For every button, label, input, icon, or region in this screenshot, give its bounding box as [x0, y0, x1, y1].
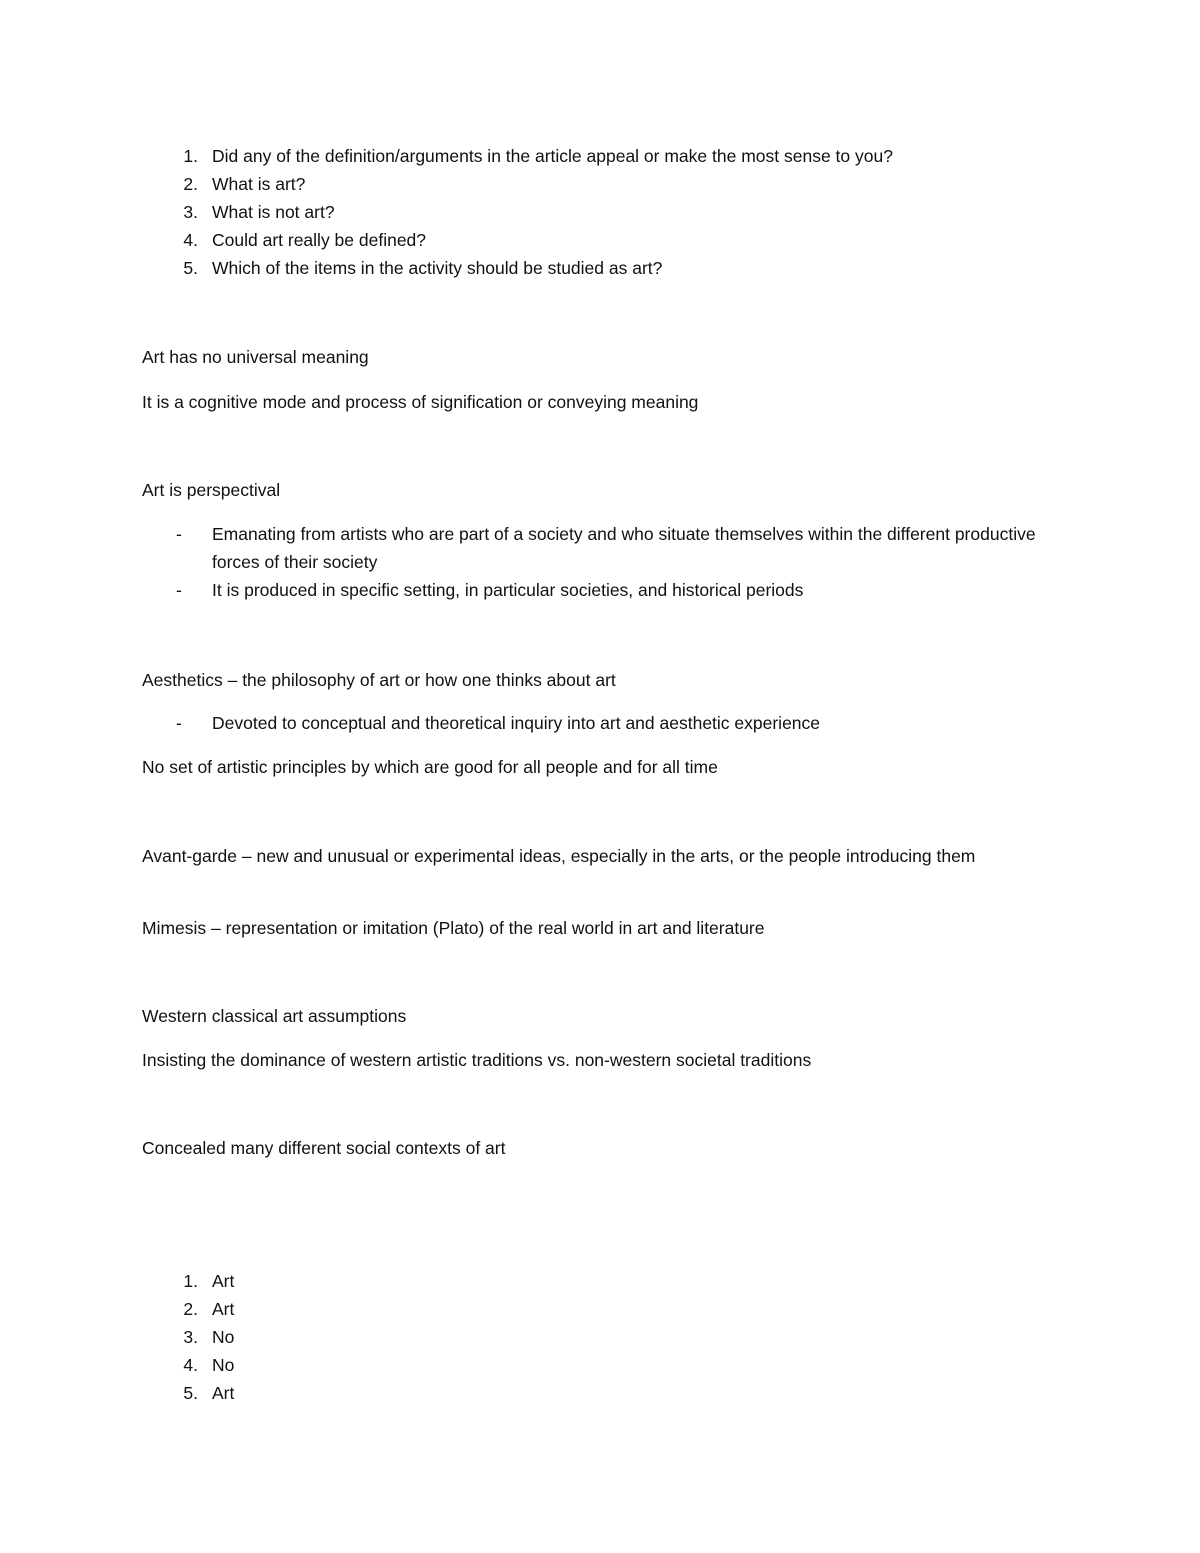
list-number: 2.: [183, 1299, 198, 1319]
paragraph-principles: No set of artistic principles by which are good for all people and for all time: [142, 757, 718, 777]
list-item: [142, 1351, 1062, 1379]
list-item: [142, 142, 1062, 170]
bullet-text: Emanating from artists who are part of a society and who situate themselves within the different productive forces of their society: [212, 524, 1036, 572]
list-text: What is not art?: [212, 202, 335, 222]
list-text: Art: [212, 1383, 235, 1403]
questions-list: [142, 142, 1062, 282]
bullet-dash: -: [176, 524, 182, 544]
list-item: [142, 1323, 1062, 1351]
list-number: 5.: [183, 258, 198, 278]
list-number: 1.: [183, 1271, 198, 1291]
aesthetics-bullets: [142, 709, 1062, 737]
bullet-text: Devoted to conceptual and theoretical inquiry into art and aesthetic experience: [212, 713, 821, 733]
paragraph-mimesis: Mimesis – representation or imitation (Plato) of the real world in art and literature: [142, 918, 765, 938]
list-text: Art: [212, 1299, 235, 1319]
list-number: 4.: [183, 1355, 198, 1375]
list-item: [142, 1267, 1062, 1295]
list-item: [142, 1295, 1062, 1323]
list-item: [142, 170, 1062, 198]
bullet-dash: -: [176, 713, 182, 733]
list-text: No: [212, 1355, 235, 1375]
bullet-item: [142, 520, 1062, 576]
list-number: 3.: [183, 202, 198, 222]
list-number: 3.: [183, 1327, 198, 1347]
list-text: What is art?: [212, 174, 306, 194]
bullet-item: [142, 576, 1062, 604]
paragraph-concealed: Concealed many different social contexts of art: [142, 1138, 506, 1158]
paragraph-western: Western classical art assumptions: [142, 1006, 407, 1026]
paragraph-insisting: Insisting the dominance of western artistic traditions vs. non-western societal traditions: [142, 1050, 812, 1070]
answers-list: [142, 1267, 1062, 1407]
list-text: No: [212, 1327, 235, 1347]
list-text: Could art really be defined?: [212, 230, 427, 250]
paragraph-perspectival: Art is perspectival: [142, 480, 281, 500]
paragraph-avant-garde: Avant-garde – new and unusual or experimental ideas, especially in the arts, or the people introducing them: [142, 846, 976, 866]
bullet-dash: -: [176, 580, 182, 600]
perspectival-bullets: [142, 520, 1062, 604]
list-item: [142, 254, 1062, 282]
list-number: 5.: [183, 1383, 198, 1403]
paragraph-cognitive: It is a cognitive mode and process of signification or conveying meaning: [142, 392, 699, 412]
list-item: [142, 198, 1062, 226]
list-text: Which of the items in the activity should be studied as art?: [212, 258, 663, 278]
paragraph-universal: Art has no universal meaning: [142, 347, 369, 367]
list-item: [142, 226, 1062, 254]
list-number: 2.: [183, 174, 198, 194]
list-number: 4.: [183, 230, 198, 250]
bullet-item: [142, 709, 1062, 737]
list-item: [142, 1379, 1062, 1407]
list-number: 1.: [183, 146, 198, 166]
list-text: Did any of the definition/arguments in the article appeal or make the most sense to you?: [212, 146, 893, 166]
list-text: Art: [212, 1271, 235, 1291]
bullet-text: It is produced in specific setting, in particular societies, and historical periods: [212, 580, 804, 600]
paragraph-aesthetics: Aesthetics – the philosophy of art or how one thinks about art: [142, 670, 616, 690]
